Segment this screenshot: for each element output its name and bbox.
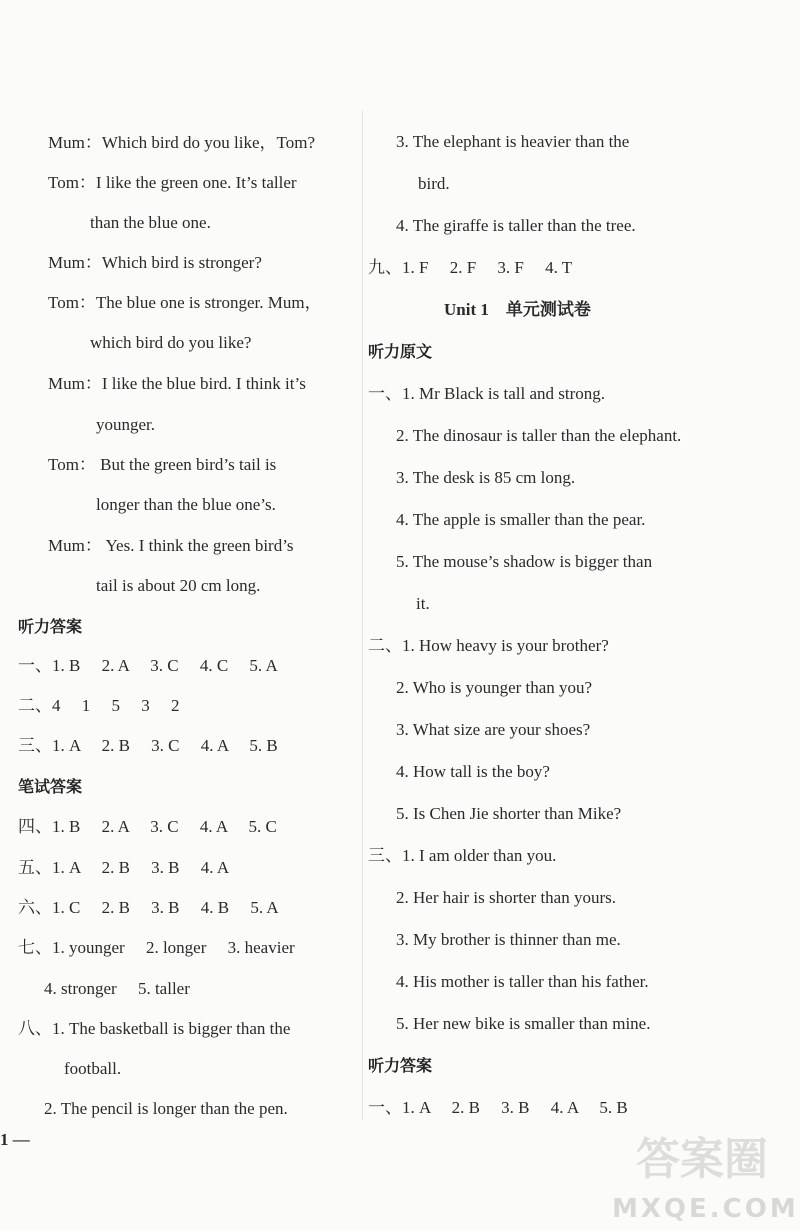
page-number: 1 — [0,1130,30,1149]
script-line: 一、1. Mr Black is tall and strong. [368,384,606,403]
listening-answers-heading: 听力答案 [368,1056,433,1075]
script-line: 5. The mouse’s shadow is bigger than [396,552,653,571]
watermark-logo [612,1128,799,1224]
script-line: 3. My brother is thinner than me. [396,930,621,949]
answer-line: 2. The pencil is longer than the pen. [44,1099,288,1118]
dialogue-line: Mum： Yes. I think the green bird’s [48,536,294,555]
answer-line: 五、1. A 2. B 3. B 4. A [18,858,230,877]
answer-line: 一、1. B 2. A 3. C 4. C 5. A [18,656,278,675]
dialogue-line: Tom： But the green bird’s tail is [48,455,277,474]
script-line: 三、1. I am older than you. [368,846,557,865]
answer-line: 二、4 1 5 3 2 [18,696,180,715]
watermark-logo-text: 答案圈 [636,1134,768,1185]
script-line: 4. How tall is the boy? [396,762,550,781]
answer-line: 四、1. B 2. A 3. C 4. A 5. C [18,817,277,836]
script-line: 5. Her new bike is smaller than mine. [396,1014,651,1033]
dialogue-line: tail is about 20 cm long. [96,576,261,595]
dialogue-line: than the blue one. [90,213,211,232]
watermark-site-text: MXQE.COM [612,1194,799,1224]
script-line: 二、1. How heavy is your brother? [368,636,609,655]
answer-line: 七、1. younger 2. longer 3. heavier [18,938,295,957]
script-line: 2. Her hair is shorter than yours. [396,888,617,907]
answer-line: 4. stronger 5. taller [44,979,190,998]
dialogue-line: longer than the blue one’s. [96,495,276,514]
script-line: 3. The desk is 85 cm long. [396,468,576,487]
answer-line: 3. The elephant is heavier than the [396,132,630,151]
written-answers-heading: 笔试答案 [18,777,83,796]
dialogue-line: younger. [96,415,156,434]
script-line: 2. The dinosaur is taller than the elephant. [396,426,682,445]
script-line: 4. His mother is taller than his father. [396,972,649,991]
dialogue-line: Mum：Which bird is stronger? [48,253,262,272]
answer-line: 一、1. A 2. B 3. B 4. A 5. B [368,1098,628,1117]
script-line: 3. What size are your shoes? [396,720,591,739]
script-line: 5. Is Chen Jie shorter than Mike? [396,804,622,823]
listening-script-heading: 听力原文 [368,342,433,361]
script-line: 4. The apple is smaller than the pear. [396,510,646,529]
listening-answers-heading: 听力答案 [18,617,83,636]
script-line: 2. Who is younger than you? [396,678,593,697]
dialogue-line: Tom：The blue one is stronger. Mum， [48,293,322,312]
dialogue-line: Mum：Which bird do you like，Tom? [48,133,315,152]
answer-line: 九、1. F 2. F 3. F 4. T [368,258,573,277]
answer-line: football. [64,1059,122,1078]
dialogue-line: Tom：I like the green one. It’s taller [48,173,297,192]
answer-line: 三、1. A 2. B 3. C 4. A 5. B [18,736,278,755]
column-divider [362,110,363,1120]
unit-title: Unit 1 单元测试卷 [444,300,591,319]
answer-line: 八、1. The basketball is bigger than the [18,1019,291,1038]
answer-line: bird. [418,174,450,193]
answer-line: 六、1. C 2. B 3. B 4. B 5. A [18,898,279,917]
script-line: it. [416,594,430,613]
dialogue-line: which bird do you like? [90,333,252,352]
dialogue-line: Mum：I like the blue bird. I think it’s [48,374,306,393]
answer-line: 4. The giraffe is taller than the tree. [396,216,636,235]
